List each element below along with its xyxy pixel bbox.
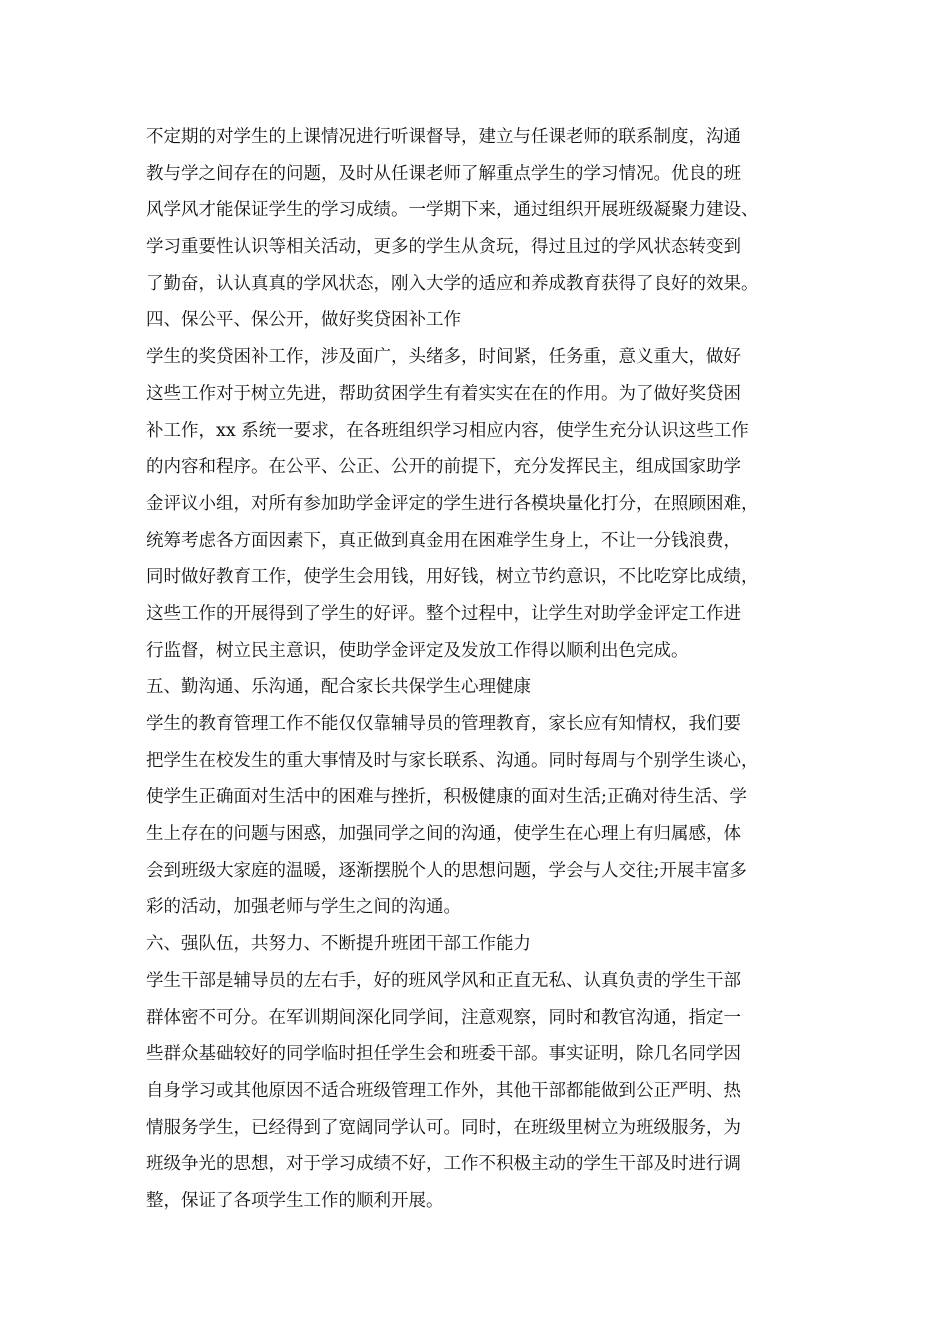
text-line: 学生的教育管理工作不能仅仅靠辅导员的管理教育，家长应有知情权，我们要	[146, 714, 741, 734]
text-line: 学生干部是辅导员的左右手，好的班风学风和正直无私、认真负责的学生干部	[146, 970, 741, 991]
text-line: 生上存在的问题与困惑，加强同学之间的沟通，使学生在心理上有归属感，体	[146, 824, 741, 845]
text-line: 情服务学生，已经得到了宽阔同学认可。同时，在班级里树立为班级服务，为	[146, 1117, 741, 1138]
text-line: 些群众基础较好的同学临时担任学生会和班委干部。事实证明，除几名同学因	[146, 1044, 741, 1065]
text-line: 金评议小组，对所有参加助学金评定的学生进行各模块量化打分，在照顾困难，	[146, 493, 759, 514]
section-heading: 四、保公平、保公开，做好奖贷困补工作	[146, 310, 461, 331]
text-line: 这些工作的开展得到了学生的好评。整个过程中，让学生对助学金评定工作进	[146, 603, 741, 624]
text-line: 不定期的对学生的上课情况进行听课督导，建立与任课老师的联系制度，沟通	[146, 127, 741, 147]
text-line: 会到班级大家庭的温暖，逐渐摆脱个人的思想问题，学会与人交往;开展丰富多	[146, 860, 747, 881]
text-line: 整，保证了各项学生工作的顺利开展。	[146, 1190, 444, 1211]
text-line: 同时做好教育工作，使学生会用钱，用好钱，树立节约意识，不比吃穿比成绩，	[146, 567, 759, 588]
text-line: 学习重要性认识等相关活动，更多的学生从贪玩，得过且过的学风状态转变到	[146, 237, 741, 258]
text-line: 风学风才能保证学生的学习成绩。一学期下来，通过组织开展班级凝聚力建设、	[146, 200, 759, 221]
text-line: 使学生正确面对生活中的困难与挫折，积极健康的面对生活;正确对待生活、学	[146, 787, 747, 808]
text-line: 把学生在校发生的重大事情及时与家长联系、沟通。同时每周与个别学生谈心，	[146, 750, 759, 771]
text-line: 学生的奖贷困补工作，涉及面广，头绪多，时间紧，任务重，意义重大，做好	[146, 347, 741, 368]
text-line: 彩的活动，加强老师与学生之间的沟通。	[146, 897, 461, 918]
document-body	[146, 119, 818, 1220]
text-line: 行监督，树立民主意识，使助学金评定及发放工作得以顺利出色完成。	[146, 640, 689, 661]
text-line: 了勤奋，认认真真的学风状态，刚入大学的适应和养成教育获得了良好的效果。	[146, 273, 759, 294]
text-line: 的内容和程序。在公平、公正、公开的前提下，充分发挥民主，组成国家助学	[146, 457, 741, 478]
text-line: 班级争光的思想，对于学习成绩不好，工作不积极主动的学生干部及时进行调	[146, 1154, 741, 1175]
text-line: 自身学习或其他原因不适合班级管理工作外，其他干部都能做到公正严明、热	[146, 1080, 741, 1101]
text-line: 补工作，xx 系统一要求，在各班组织学习相应内容，使学生充分认识这些工作	[146, 420, 749, 441]
section-heading: 五、勤沟通、乐沟通，配合家长共保学生心理健康	[146, 677, 531, 698]
text-line: 群体密不可分。在军训期间深化同学间，注意观察，同时和教官沟通，指定一	[146, 1007, 741, 1028]
text-line: 这些工作对于树立先进，帮助贫困学生有着实实在在的作用。为了做好奖贷困	[146, 383, 741, 404]
text-line: 教与学之间存在的问题，及时从任课老师了解重点学生的学习情况。优良的班	[146, 163, 741, 184]
text-line: 统筹考虑各方面因素下，真正做到真金用在困难学生身上，不让一分钱浪费，	[146, 530, 741, 551]
section-heading: 六、强队伍，共努力、不断提升班团干部工作能力	[146, 934, 531, 955]
